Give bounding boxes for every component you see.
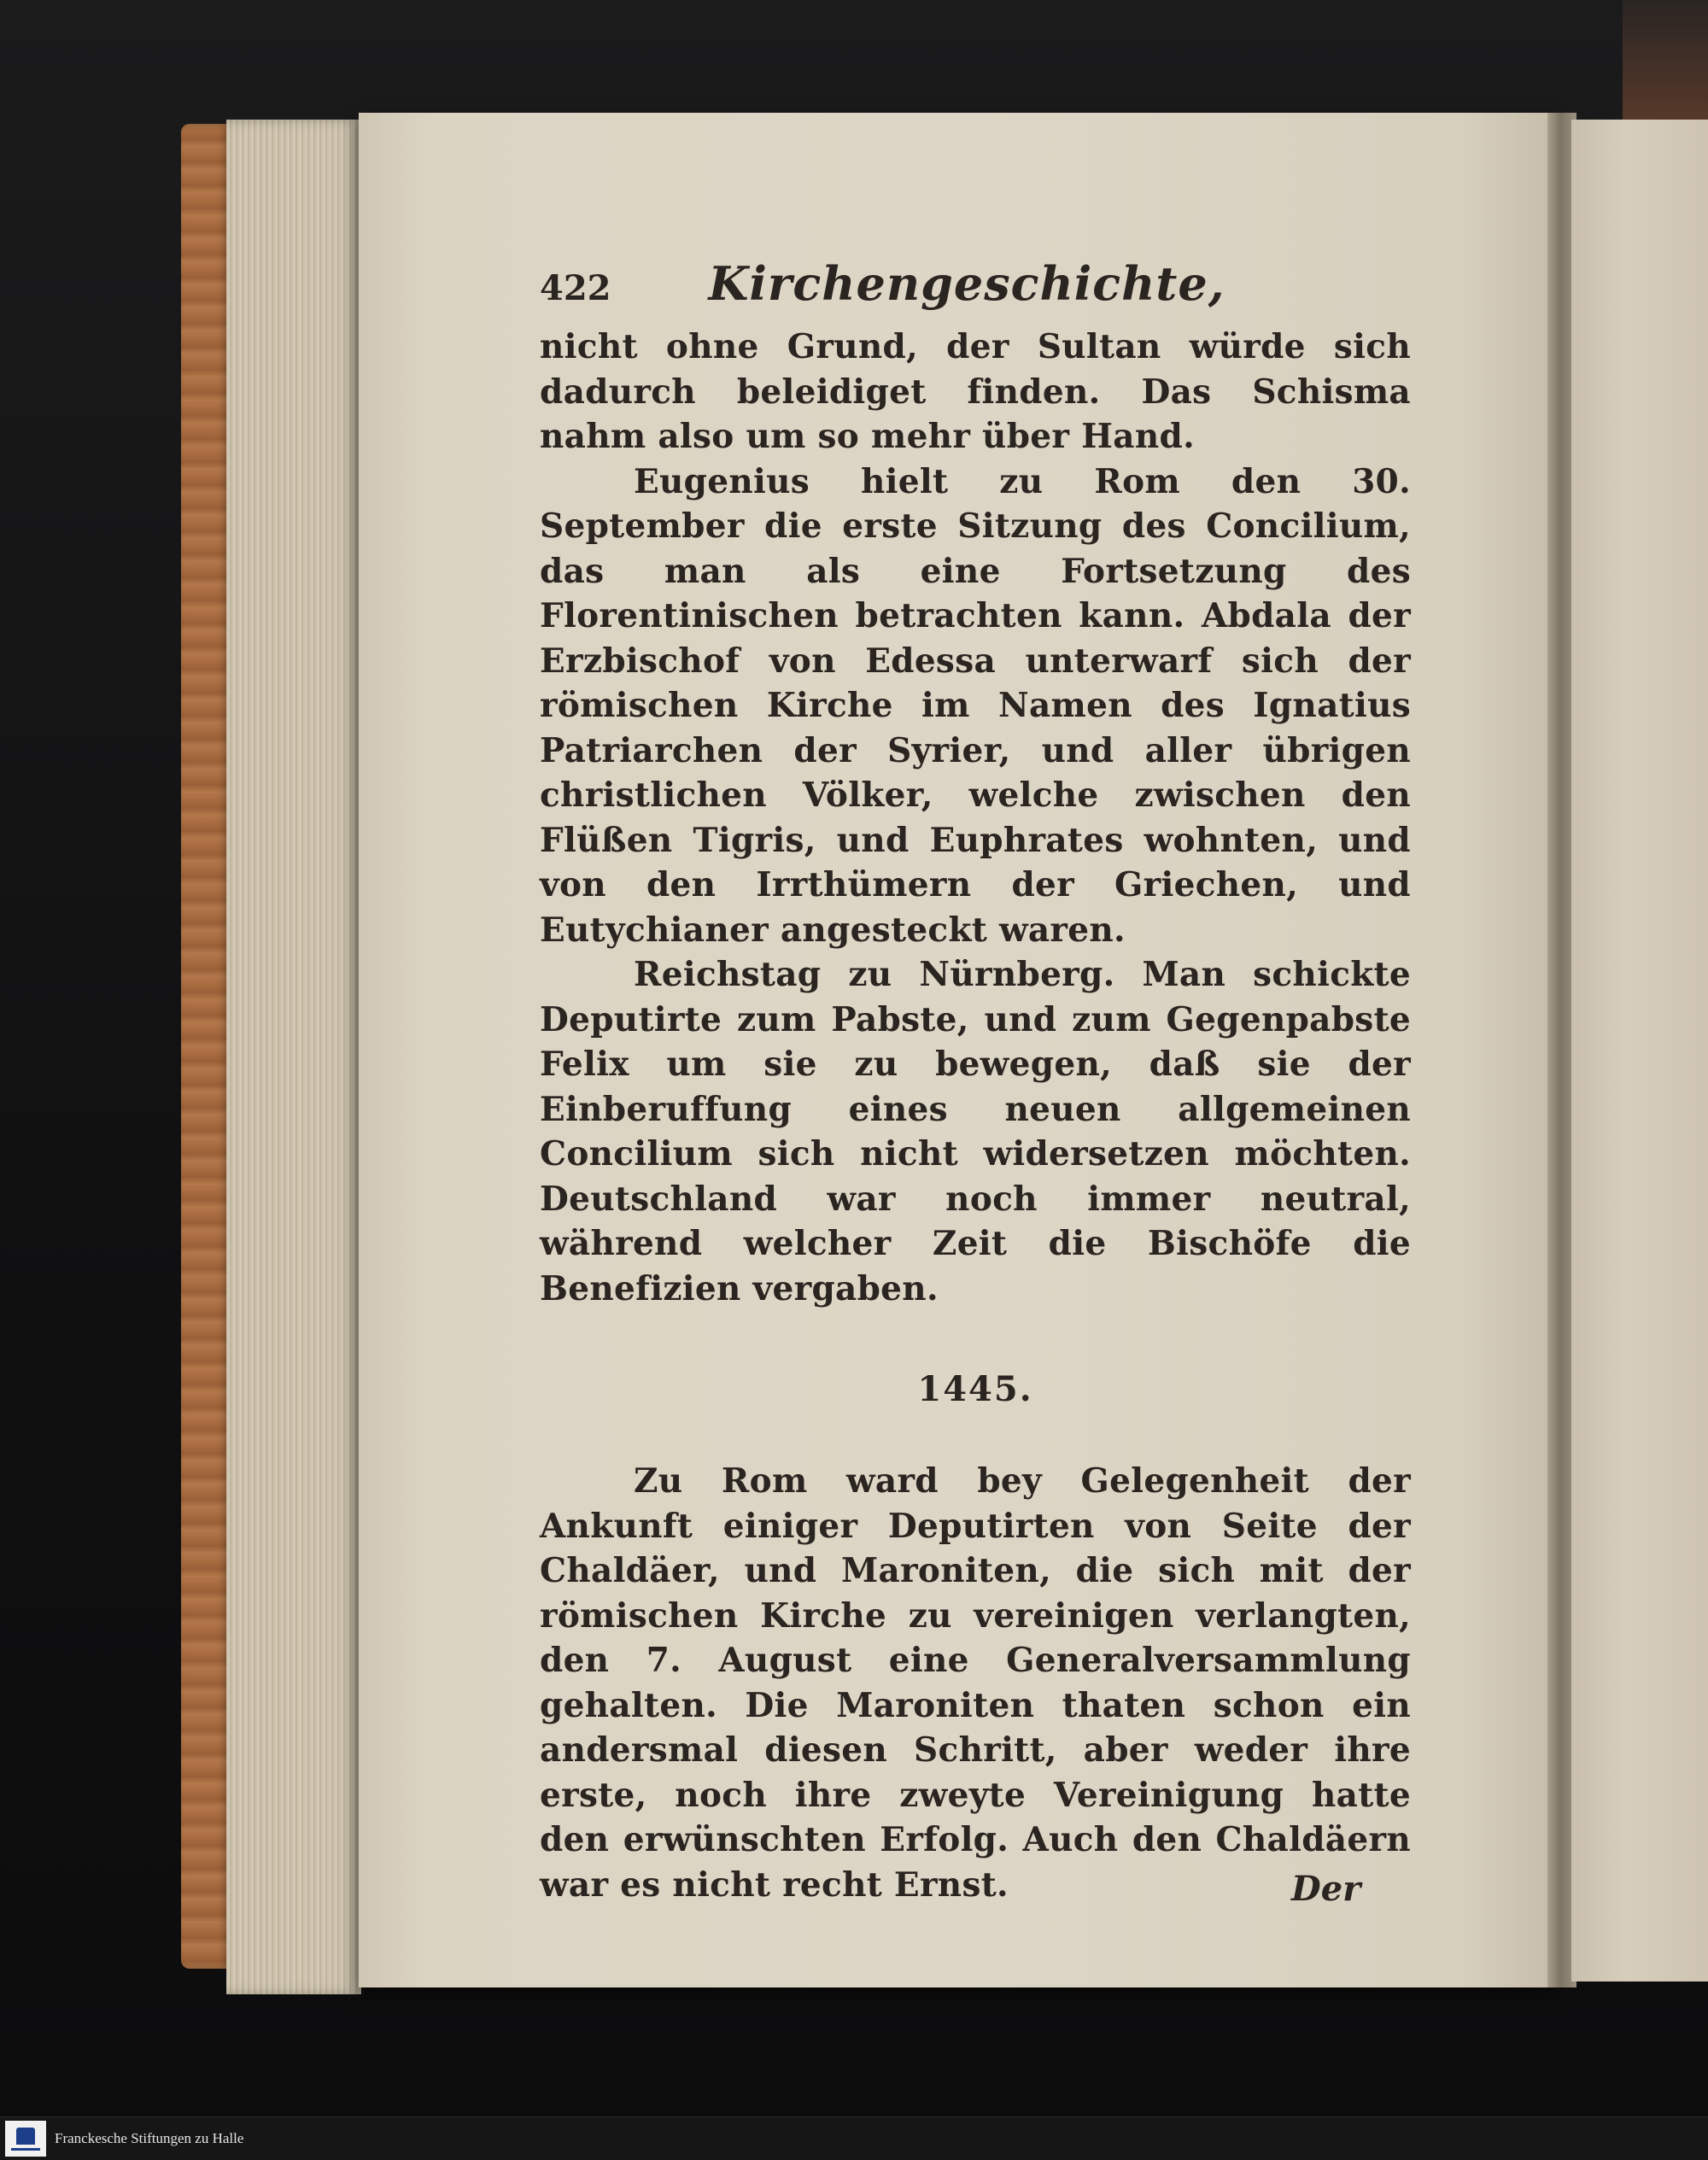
paragraph-2: Eugenius hielt zu Rom den 30. September die erste Sitzung des Concilium, das man als eine Fortsetzung des Florentinischen betrachten kann. Abdala der Erzbischof von Edessa unterwarf sich der römischen Kirche im Namen des Ignatius Patriarchen der Syrier, und aller übrigen christlichen Völker, welche zwischen den Flüßen Tigris, und Euphrates wohnten, und von den Irrthümern der Griechen, und Eutychianer angesteckt waren. <box>540 461 1411 950</box>
catchword: Der <box>1291 1869 1361 1909</box>
page-header <box>540 256 1411 325</box>
paragraph-1: nicht ohne Grund, der Sultan würde sich dadurch beleidiget finden. Das Schisma nahm also um so mehr über Hand. <box>540 327 1411 456</box>
paragraph-3: Reichstag zu Nürnberg. Man schickte Deputirte zum Pabste, und zum Gegenpabste Felix um sie zu bewegen, daß sie der Einberuffung eines neuen allgemeinen Concilium sich nicht widersetzen möchten. Deutschland war noch immer neutral, während welcher Zeit die Bischöfe die Benefizien vergaben. <box>540 955 1411 1308</box>
institution-logo-icon <box>5 2121 46 2157</box>
right-book-cover <box>1623 0 1708 128</box>
paragraph-4: Zu Rom ward bey Gelegenheit der Ankunft einiger Deputirten von Seite der Chaldäer, und Maroniten, die sich mit der römischen Kirche zu vereinigen verlangten, den 7. August eine Generalversammlung gehalten. Die Maroniten thaten schon ein andersmal diesen Schritt, aber weder ihre erste, noch ihre zweyte Vereinigung hatte den erwünschten Erfolg. Auch den Chaldäern war es nicht recht Ernst. <box>540 1461 1411 1905</box>
facing-page-edge <box>1571 120 1708 1981</box>
book-page-edges <box>226 120 361 1994</box>
year-heading: 1445. <box>917 1369 1033 1409</box>
institution-name: Franckesche Stiftungen zu Halle <box>55 2130 244 2146</box>
page-text-block <box>540 256 1411 1907</box>
running-title: Kirchengeschichte, <box>708 256 1225 311</box>
footer-bar <box>0 2116 1708 2160</box>
page-number: 422 <box>540 268 611 308</box>
book-cover-edge <box>181 124 231 1969</box>
